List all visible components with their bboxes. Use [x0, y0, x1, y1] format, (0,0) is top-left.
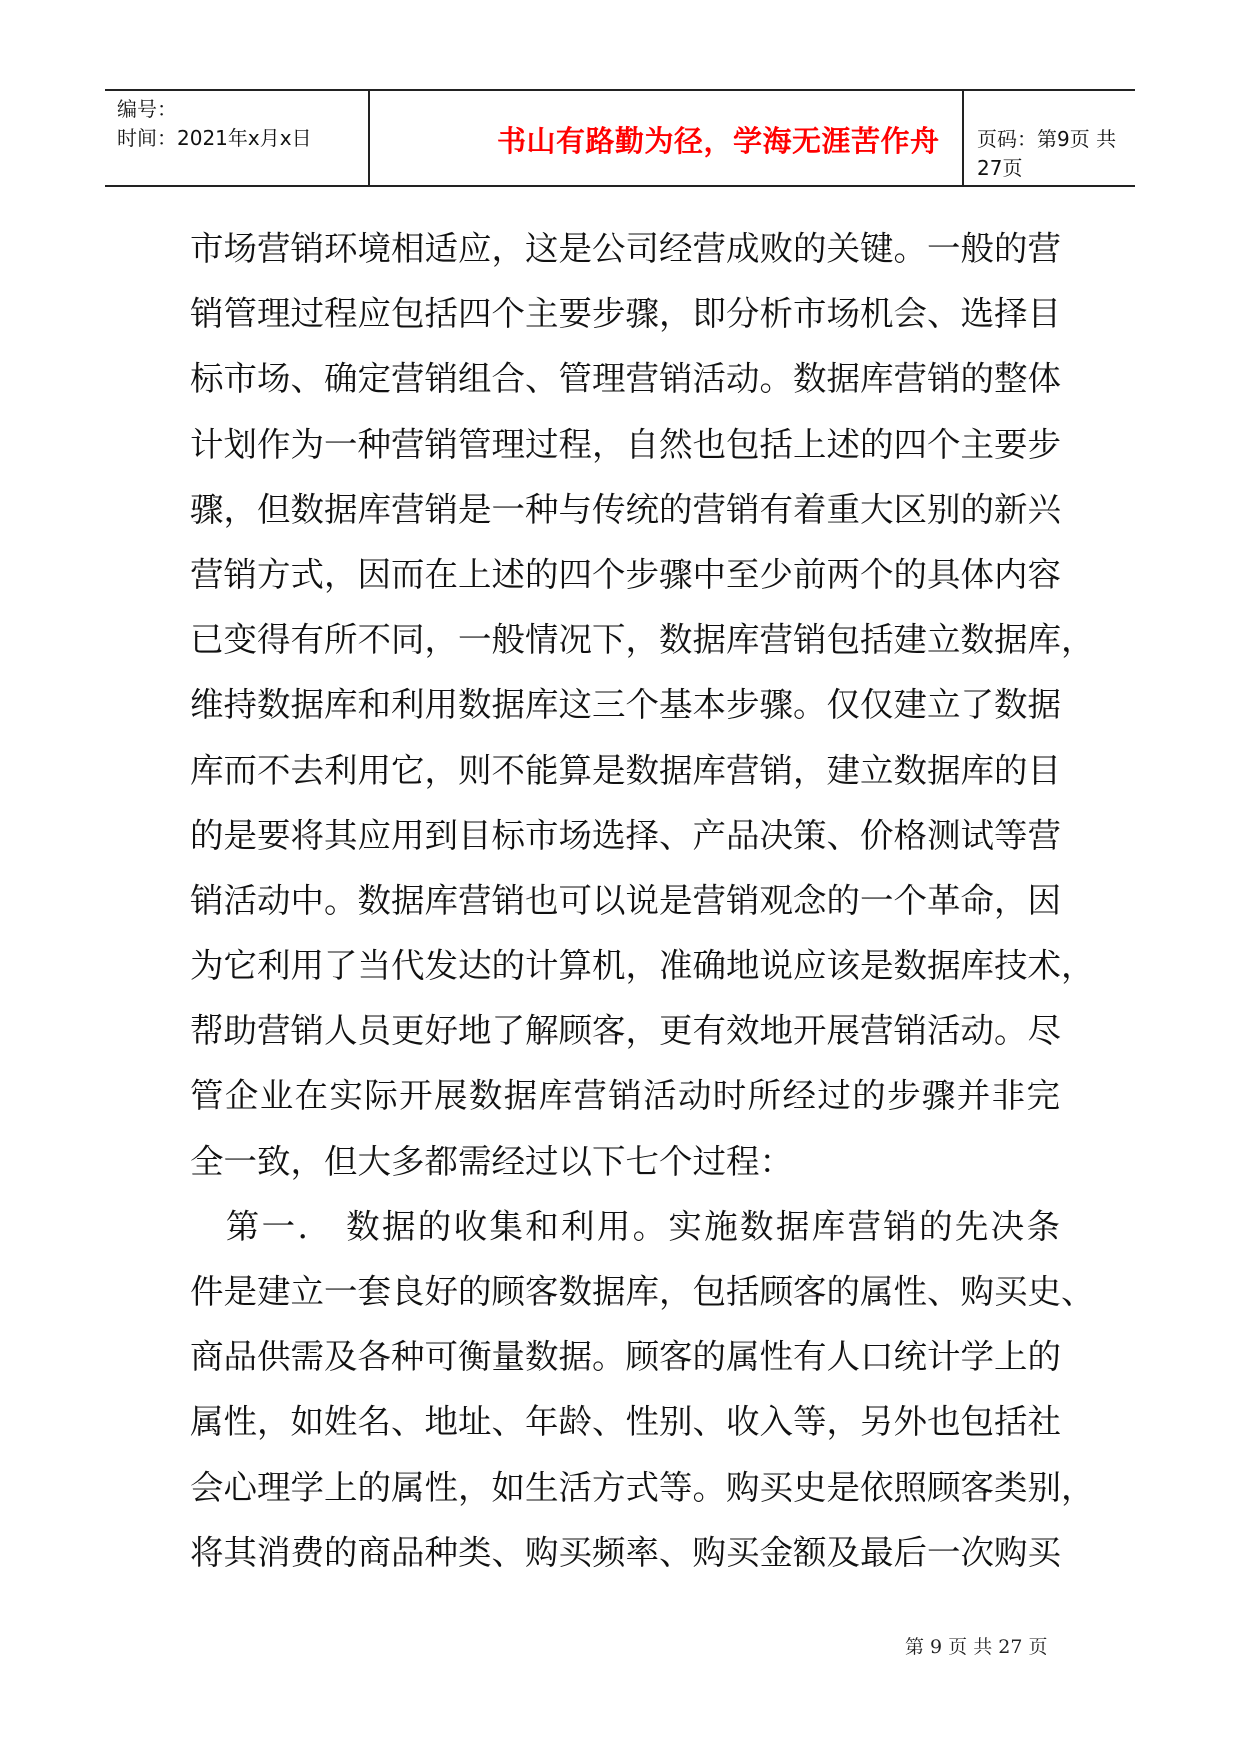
text-line: 维持数据库和利用数据库这三个基本步骤。仅仅建立了数据 — [190, 685, 1061, 725]
text-line: 营销方式，因而在上述的四个步骤中至少前两个的具体内容 — [190, 554, 1061, 594]
text-line: 第一. 数据的收集和利用。实施数据库营销的先决条 — [190, 1206, 1060, 1246]
text-line: 标市场、确定营销组合、管理营销活动。数据库营销的整体 — [190, 359, 1061, 399]
header-divider — [962, 91, 964, 185]
text-line: 销管理过程应包括四个主要步骤，即分析市场机会、选择目 — [190, 294, 1061, 334]
body-text — [190, 216, 1095, 1585]
text-line: 管企业在实际开展数据库营销活动时所经过的步骤并非完 — [190, 1076, 1060, 1116]
text-line: 库而不去利用它，则不能算是数据库营销，建立数据库的目 — [190, 750, 1061, 790]
header-motto: 书山有路勤为径，学海无涯苦作舟 — [497, 124, 940, 158]
text-line: 商品供需及各种可衡量数据。顾客的属性有人口统计学上的 — [190, 1337, 1061, 1377]
text-line: 已变得有所不同，一般情况下，数据库营销包括建立数据库， — [190, 620, 1095, 660]
text-line: 销活动中。数据库营销也可以说是营销观念的一个革命，因 — [190, 880, 1061, 920]
text-line: 属性，如姓名、地址、年龄、性别、收入等，另外也包括社 — [190, 1402, 1061, 1442]
text-line: 的是要将其应用到目标市场选择、产品决策、价格测试等营 — [190, 815, 1061, 855]
text-line: 将其消费的商品种类、购买频率、购买金额及最后一次购买 — [190, 1532, 1061, 1572]
text-line: 全一致，但大多都需经过以下七个过程： — [190, 1141, 793, 1181]
date-label: 时间：2021年x月x日 — [117, 126, 312, 150]
text-line: 计划作为一种营销管理过程，自然也包括上述的四个主要步 — [190, 424, 1061, 464]
text-line: 市场营销环境相适应，这是公司经营成败的关键。一般的营 — [190, 229, 1061, 268]
text-line: 件是建立一套良好的顾客数据库，包括顾客的属性、购买史、 — [190, 1272, 1095, 1311]
document-header — [105, 89, 1135, 187]
text-line: 为它利用了当代发达的计算机，准确地说应该是数据库技术， — [190, 946, 1095, 986]
header-meta — [117, 95, 312, 153]
number-label: 编号： — [117, 97, 177, 121]
text-line: 帮助营销人员更好地了解顾客，更有效地开展营销活动。尽 — [190, 1011, 1061, 1051]
header-divider — [368, 91, 370, 185]
text-line: 会心理学上的属性，如生活方式等。购买史是依照顾客类别， — [190, 1467, 1095, 1507]
header-page-info: 页码：第9页 共27页 — [977, 127, 1117, 180]
text-line: 骤，但数据库营销是一种与传统的营销有着重大区别的新兴 — [190, 489, 1061, 529]
page-footer: 第 9 页 共 27 页 — [905, 1636, 1048, 1658]
